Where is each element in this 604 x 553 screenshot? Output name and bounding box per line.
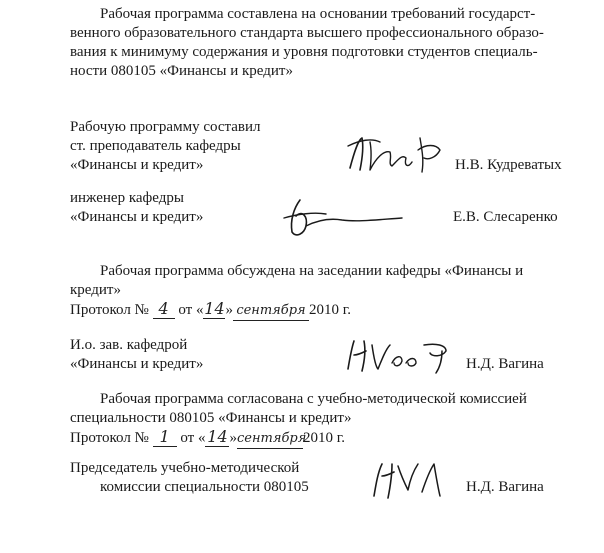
meeting-protocol-line	[70, 299, 351, 321]
author-label-2: ст. преподаватель кафедры	[70, 138, 241, 154]
commission-line-1: Рабочая программа согласована с учебно-методической комиссией	[100, 391, 527, 407]
protocol-close-quote: »	[225, 302, 233, 318]
protocol-day: 14	[204, 299, 225, 318]
protocol-month: сентября	[233, 301, 309, 321]
head-signature	[342, 335, 462, 375]
engineer-signature	[278, 192, 408, 242]
chair-label-1: Председатель учебно-методической	[70, 460, 300, 476]
author-signature	[340, 128, 450, 178]
engineer-name: Е.В. Слесаренко	[453, 209, 558, 225]
author-label-1: Рабочую программу составил	[70, 119, 261, 135]
author-label-3: «Финансы и кредит»	[70, 157, 204, 173]
intro-line-3: вания к минимуму содержания и уровня подготовки студентов специаль-	[70, 44, 538, 60]
engineer-label-1: инженер кафедры	[70, 190, 184, 206]
head-label-1: И.о. зав. кафедрой	[70, 337, 188, 353]
protocol-prefix: Протокол №	[70, 430, 149, 446]
protocol-from: от «	[178, 302, 204, 318]
engineer-label-2: «Финансы и кредит»	[70, 209, 204, 225]
protocol-close-quote: »	[229, 430, 237, 446]
protocol-from: от «	[180, 430, 206, 446]
intro-line-4: ности 080105 «Финансы и кредит»	[70, 63, 293, 79]
protocol-year: 2010 г.	[302, 430, 345, 446]
intro-line-2: венного образовательного стандарта высшего профессионального образо-	[70, 25, 544, 41]
protocol-prefix: Протокол №	[70, 302, 149, 318]
author-name: Н.В. Кудреватых	[455, 157, 562, 173]
commission-protocol-line	[70, 427, 345, 449]
protocol-day: 14	[207, 427, 228, 446]
chair-name: Н.Д. Вагина	[466, 479, 544, 495]
protocol-number: 1	[153, 427, 177, 447]
intro-line-1: Рабочая программа составлена на основании требований государст-	[100, 6, 536, 22]
meeting-line-2: кредит»	[70, 282, 121, 298]
head-name: Н.Д. Вагина	[466, 356, 544, 372]
protocol-number: 4	[153, 299, 175, 319]
chair-label-2: комиссии специальности 080105	[100, 479, 309, 495]
protocol-month: сентября	[237, 429, 303, 449]
protocol-year: 2010 г.	[308, 302, 351, 318]
commission-line-2: специальности 080105 «Финансы и кредит»	[70, 410, 352, 426]
head-label-2: «Финансы и кредит»	[70, 356, 204, 372]
chair-signature	[368, 456, 448, 504]
meeting-line-1: Рабочая программа обсуждена на заседании кафедры «Финансы и	[100, 263, 524, 279]
